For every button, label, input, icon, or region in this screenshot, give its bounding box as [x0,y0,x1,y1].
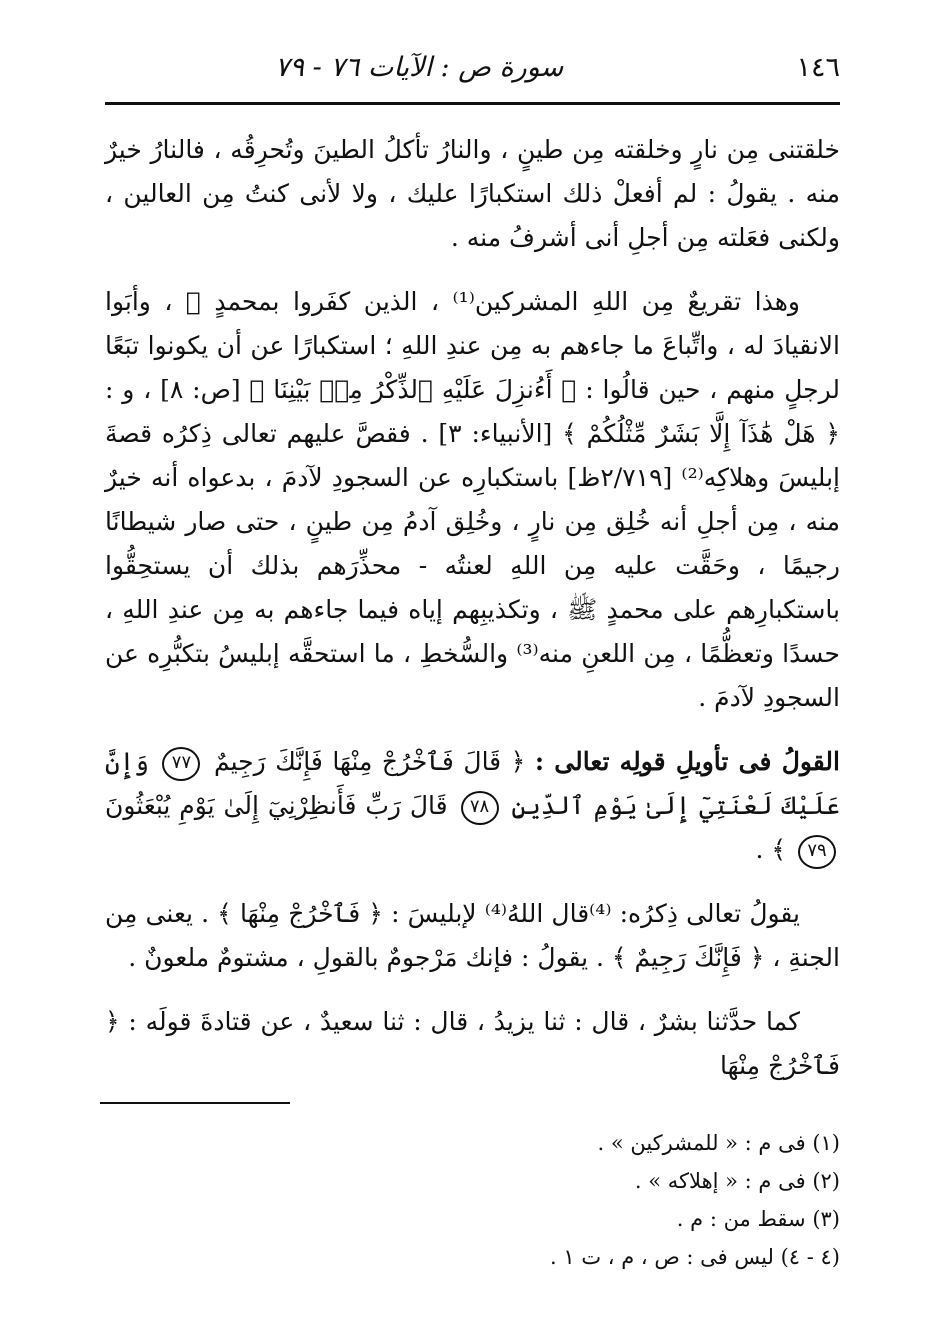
verse-text: قَالَ رَبِّ فَأَنظِرْنِيٓ إِلَىٰ يَوْمِ يُبْعَثُونَ [105,791,448,820]
verse-close: ﴾ . [755,835,787,864]
footnote: (٣) سقط من : م . [676,1207,840,1231]
verse-text: ﴿ قَالَ فَٱخْرُجْ مِنْهَا فَإِنَّكَ رَجِيمٌ [213,747,526,776]
verse-number-marker: ٧٩ [798,835,836,869]
footnotes [105,1124,840,1276]
page-number: ١٤٦ [796,51,840,83]
verse-text: وَإِنَّ عَلَيْكَ لَعْنَتِيٓ إِلَىٰ يَوْمِ ٱلدِّينِ [105,747,840,820]
header-rule [105,102,840,105]
footnote-rule [100,1102,290,1104]
footnote: (٢) فى م : « إهلاكه » . [634,1169,840,1193]
section-heading-paragraph [105,740,840,872]
page-header [105,44,840,90]
footnote: (٤ - ٤) ليس فى : ص ، م ، ت ١ . [550,1245,840,1269]
section-lead: القولُ فى تأويلِ قولِه تعالى : [534,747,840,776]
paragraph: خلقتنى مِن نارٍ وخلقته مِن طينٍ ، والنارُ تأكلُ الطينَ وتُحرِقُه ، فالنارُ خيرٌ منه . يقولُ : لم أفعلْ ذلك استكبارًا عليك ، ولا لأنى كنتُ مِن العالين ، ولكنى فعَلته مِن أجلِ أنى أشرفُ منه . [105,135,840,252]
paragraph: وهذا تقريعٌ مِن اللهِ المشركين⁽¹⁾ ، الذين كفَروا بمحمدٍ ﷺ ، وأبَوا الانقيادَ له ، واتِّباعَ ما جاءهم به مِن عندِ اللهِ ؛ استكبارًا عن أن يكونوا تبَعًا لرجلٍ منهم ، حين قالُوا : ﴿ أَءُنزِلَ عَلَيْهِ ٱلذِّكْرُ مِنۢ بَيْنِنَا ﴾ [ص: ٨] ، و : ﴿ هَلْ هَٰذَآ إِلَّا بَشَرٌ مِّثْلُكُمْ ﴾ [الأنبياء: ٣] . فقصَّ عليهم تعالى ذِكرُه قصةَ إبليسَ وهلاكِه⁽²⁾ [٢/٧١٩ظ] باستكبارِه عن السجودِ لآدمَ ، بدعواه أنه خيرٌ منه ، مِن أجلِ أنه خُلِق مِن نارٍ ، وخُلِق آدمُ مِن طينٍ ، حتى صار شيطانًا رجيمًا ، وحَقَّت عليه مِن اللهِ لعنتُه - محذِّرَهم بذلك أن يستحِقُّوا باستكبارِهم على محمدٍ ﷺ ، وتكذيبِهم إياه فيما جاءهم به مِن عندِ اللهِ ، حسدًا وتعظُّمًا ، مِن اللعنِ منه⁽³⁾ والسُّخطِ ، ما استحقَّه إبليسُ بتكبُّرِه عن السجودِ لآدمَ . [105,287,841,712]
footnote: (١) فى م : « للمشركين » . [597,1131,840,1155]
running-title: سورة ص : الآيات ٧٦ - ٧٩ [275,51,564,83]
main-text [105,128,840,1108]
paragraph: يقولُ تعالى ذِكرُه: ⁽⁴⁾قال اللهُ⁽⁴⁾ لإبليسَ : ﴿ فَٱخْرُجْ مِنْهَا ﴾ . يعنى مِن الجنةِ ، ﴿ فَإِنَّكَ رَجِيمٌ ﴾ . يقولُ : فإنك مَرْجومٌ بالقولِ ، مشتومٌ ملعونٌ . [105,899,840,972]
verse-number-marker: ٧٧ [162,747,200,781]
paragraph: كما حدَّثنا بشرٌ ، قال : ثنا يزيدُ ، قال : ثنا سعيدٌ ، عن قتادةَ قولَه : ﴿ فَٱخْرُجْ مِنْهَا [105,1007,840,1080]
verse-number-marker: ٧٨ [461,791,499,825]
